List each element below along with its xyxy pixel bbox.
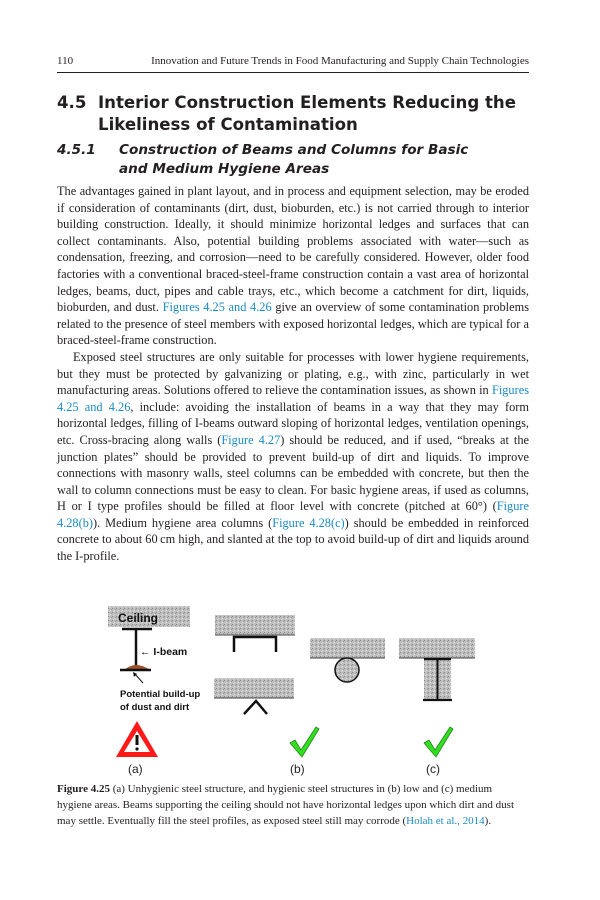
text: give an overview of some contamination problems related to the presence of steel members with exposed horizontal ledges, which are typical for a braced-steel-frame construction.	[57, 300, 529, 348]
panel-a-unhygienic-ibeam	[108, 606, 200, 776]
buildup-label-line2: of dust and dirt	[120, 702, 190, 713]
caption-end: ).	[484, 815, 492, 828]
channel-beam	[234, 637, 276, 652]
round-beam	[335, 658, 359, 682]
section-title-line1: Interior Construction Elements Reducing the	[98, 93, 516, 112]
section-title-line2: Likeliness of Contamination	[98, 115, 358, 134]
checkmark-icon	[424, 727, 453, 757]
figure-link[interactable]: Figure 4.28(b)	[57, 499, 529, 530]
section-number: 4.5	[57, 93, 87, 112]
figure-link[interactable]: Figures 4.25 and 4.26	[57, 383, 529, 414]
ibeam-label: ← I-beam	[140, 646, 188, 658]
running-title: Innovation and Future Trends in Food Manufacturing and Supply Chain Technologies	[151, 55, 529, 67]
text: ). Medium hygiene area columns (	[93, 515, 273, 530]
citation-link[interactable]: Holah et al., 2014	[406, 815, 485, 828]
text: ) should be reduced, and if used, “breaks at the junction plates” should be provided to prevent build-up of dirt and liquids. To improve connections with masonry walls, steel columns can be embedded with concrete, but then the wall to column connections must be easy to clean. For basic hygiene areas, if used as columns, H or I type profiles should be filled at floor level with concrete (pitched at 60°) (	[57, 432, 529, 514]
text: The advantages gained in plant layout, and in process and equipment selection, may be eroded if consideration of contaminants (dirt, dust, bioburden, etc.) is not carried through to interior building construction. Ideally, it should minimize horizontal ledges and surfaces that can collect contaminants. Also, potential building problems associated with water—such as condensation, freezing, and corrosion—need to be carefully considered. However, older food factories with a conventional braced-steel-frame construction contain a vast area of horizontal ledges, beams, duct, pipes and cable trays, etc., which become a catchment for dirt, liquids, bioburden, and dust.	[57, 184, 529, 315]
subsection-title-line1: Construction of Beams and Columns for Basic	[119, 142, 469, 158]
panel-c-medium-hygiene	[399, 638, 475, 776]
ceiling-slab	[310, 638, 385, 658]
figure-link[interactable]: Figures 4.25 and 4.26	[162, 300, 272, 315]
text: Exposed steel structures are only suitable for processes with lower hygiene requirements, but they must be protected by galvanizing or plating, e.g., with zinc, particularly in wet manufacturing areas. Solutions offered to relieve the contamination issues, as shown in	[57, 349, 529, 398]
checkmark-icon	[290, 727, 319, 757]
buildup-label-line1: Potential build-up	[120, 689, 201, 700]
ceiling-slab	[214, 678, 294, 698]
figure-link[interactable]: Figure 4.28(c)	[272, 515, 345, 530]
text: , include: avoiding the installation of beams in a way that they may form horizontal ledges, filling of I-beams outward sloping of horizontal ledges, ventilation openings, etc. Cross-bracing along walls (	[57, 399, 529, 447]
text: ) should be embedded in reinforced concrete to about 60 cm high, and slanted at the top to avoid build-up of dirt and liquids around the I-profile.	[57, 515, 529, 564]
warning-triangle-icon	[116, 721, 158, 757]
panel-b-low-hygiene	[214, 615, 385, 776]
page-number: 110	[57, 55, 74, 67]
ceiling-label: Ceiling	[118, 611, 159, 625]
panel-b-label: (b)	[290, 762, 305, 776]
panel-c-label: (c)	[426, 762, 440, 776]
figure-link[interactable]: Figure 4.27	[221, 432, 281, 447]
caption-label: Figure 4.25	[57, 783, 110, 795]
ceiling-slab	[215, 615, 295, 635]
subsection-number: 4.5.1	[57, 142, 96, 158]
subsection-title-line2: and Medium Hygiene Areas	[119, 161, 330, 177]
panel-a-label: (a)	[128, 762, 143, 776]
caption-text: (a) Unhygienic steel structure, and hygienic steel structures in (b) low and (c) medium hygiene areas. Beams supporting the ceiling should not have horizontal ledges upon which dirt and dust may settle. Eventually fill the steel profiles, as exposed steel still may corrode (	[57, 783, 515, 828]
angle-beam	[244, 701, 267, 714]
figure-caption	[57, 781, 529, 830]
ceiling-slab	[399, 638, 475, 658]
